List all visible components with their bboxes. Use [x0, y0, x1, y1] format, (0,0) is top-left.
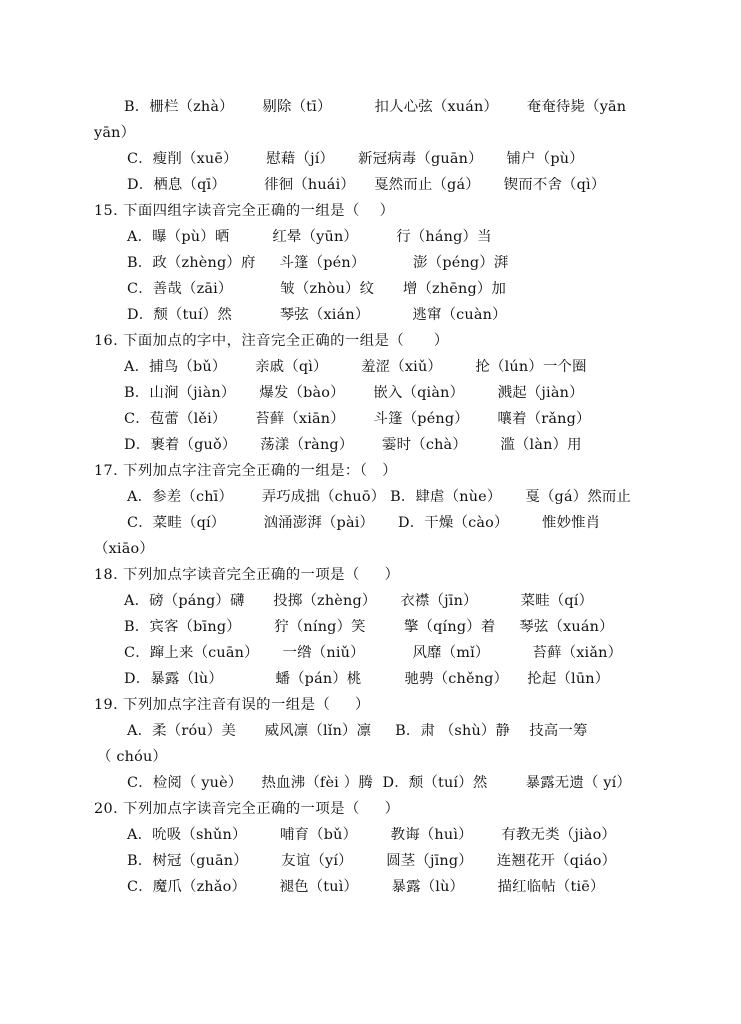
q15-option-c: C．善哉（zāi） 皱（zhòu）纹 增（zhēng）加 [127, 281, 507, 297]
q15-option-a: A．曝（pù）晒 红晕（yūn） 行（háng）当 [127, 229, 492, 245]
q14-option-b-line1: B．栅栏（zhà） 剔除（tī） 扣人心弦（xuán） 奄奄待毙（yān [124, 99, 627, 115]
q20-option-a: A．吮吸（shǔn） 哺育（bǔ） 教诲（huì） 有教无类（jiào） [127, 827, 617, 843]
q18-option-b: B．宾客（bīng） 狞（níng）笑 擎（qíng）着 琴弦（xuán） [124, 619, 614, 635]
question-19: 19. 下列加点字注音有误的一组是（ ） [94, 697, 370, 713]
question-16: 16. 下面加点的字中，注音完全正确的一组是（ ） [94, 333, 449, 349]
q19-options-ab: A．柔（róu）美 威风凛（lǐn）凛 B．肃 （shù）静 技高一筹 [127, 723, 588, 739]
q14-option-b-line2: yān） [94, 125, 136, 141]
q14-option-d: D．栖息（qī） 徘徊（huái） 戛然而止（gá） 锲而不舍（qì） [127, 177, 606, 193]
question-20: 20. 下列加点字读音完全正确的一项是（ ） [94, 801, 400, 817]
q19-options-cd: C．检阅（ yuè） 热血沸（fèi ）腾 D．颓（tuí）然 暴露无遗（ yí） [127, 775, 632, 791]
question-15: 15. 下面四组字读音完全正确的一组是（ ） [94, 203, 395, 219]
q15-option-d: D．颓（tuí）然 琴弦（xián） 逃窜（cuàn） [127, 307, 507, 323]
q18-option-c: C．蹿上来（cuān） 一绺（niǔ） 风靡（mǐ） 苔藓（xiǎn） [124, 645, 623, 661]
q18-option-d: D．暴露（lù） 蟠（pán）桃 驰骋（chěng） 抡起（lūn） [124, 671, 610, 687]
q16-option-b: B．山涧（jiàn） 爆发（bào） 嵌入（qiàn） 溅起（jiàn） [124, 385, 584, 401]
q16-option-c: C．苞蕾（lěi） 苔藓（xiān） 斗篷（péng） 嚷着（rǎng） [124, 411, 591, 427]
q16-option-d: D．裹着（guǒ） 荡漾（ràng） 霎时（chà） 滥（làn）用 [124, 437, 582, 453]
q17-options-cd: C．菜畦（qí） 汹涌澎湃（pài） D．干燥（cào） 惟妙惟肖 [127, 515, 601, 531]
q17-options-ab: A．参差（chī） 弄巧成拙（chuō） B．肆虐（nùe） 戛（gá）然而止 [127, 489, 632, 505]
question-17: 17. 下列加点字注音完全正确的一组是：（ ） [94, 463, 398, 479]
q18-option-a: A．磅（páng）礴 投掷（zhèng） 衣襟（jīn） 菜畦（qí） [124, 593, 594, 609]
q19-options-ab-wrap: （ chóu） [97, 749, 168, 765]
q17-options-cd-wrap: （xiāo） [94, 541, 154, 557]
q20-option-b: B．树冠（guān） 友谊（yí） 圆茎（jīng） 连翘花开（qiáo） [127, 853, 617, 869]
q14-option-c: C．瘦削（xuē） 慰藉（jí） 新冠病毒（guān） 铺户（pù） [127, 151, 584, 167]
q15-option-b: B．政（zhèng）府 斗篷（pén） 澎（péng）湃 [127, 255, 509, 271]
question-18: 18. 下列加点字读音完全正确的一项是（ ） [94, 567, 400, 583]
q16-option-a: A．捕鸟（bǔ） 亲戚（qì） 羞涩（xiǔ） 抡（lún）一个圈 [124, 359, 587, 375]
q20-option-c: C．魔爪（zhǎo） 褪色（tuì） 暴露（lù） 描红临帖（tiē） [127, 879, 605, 895]
